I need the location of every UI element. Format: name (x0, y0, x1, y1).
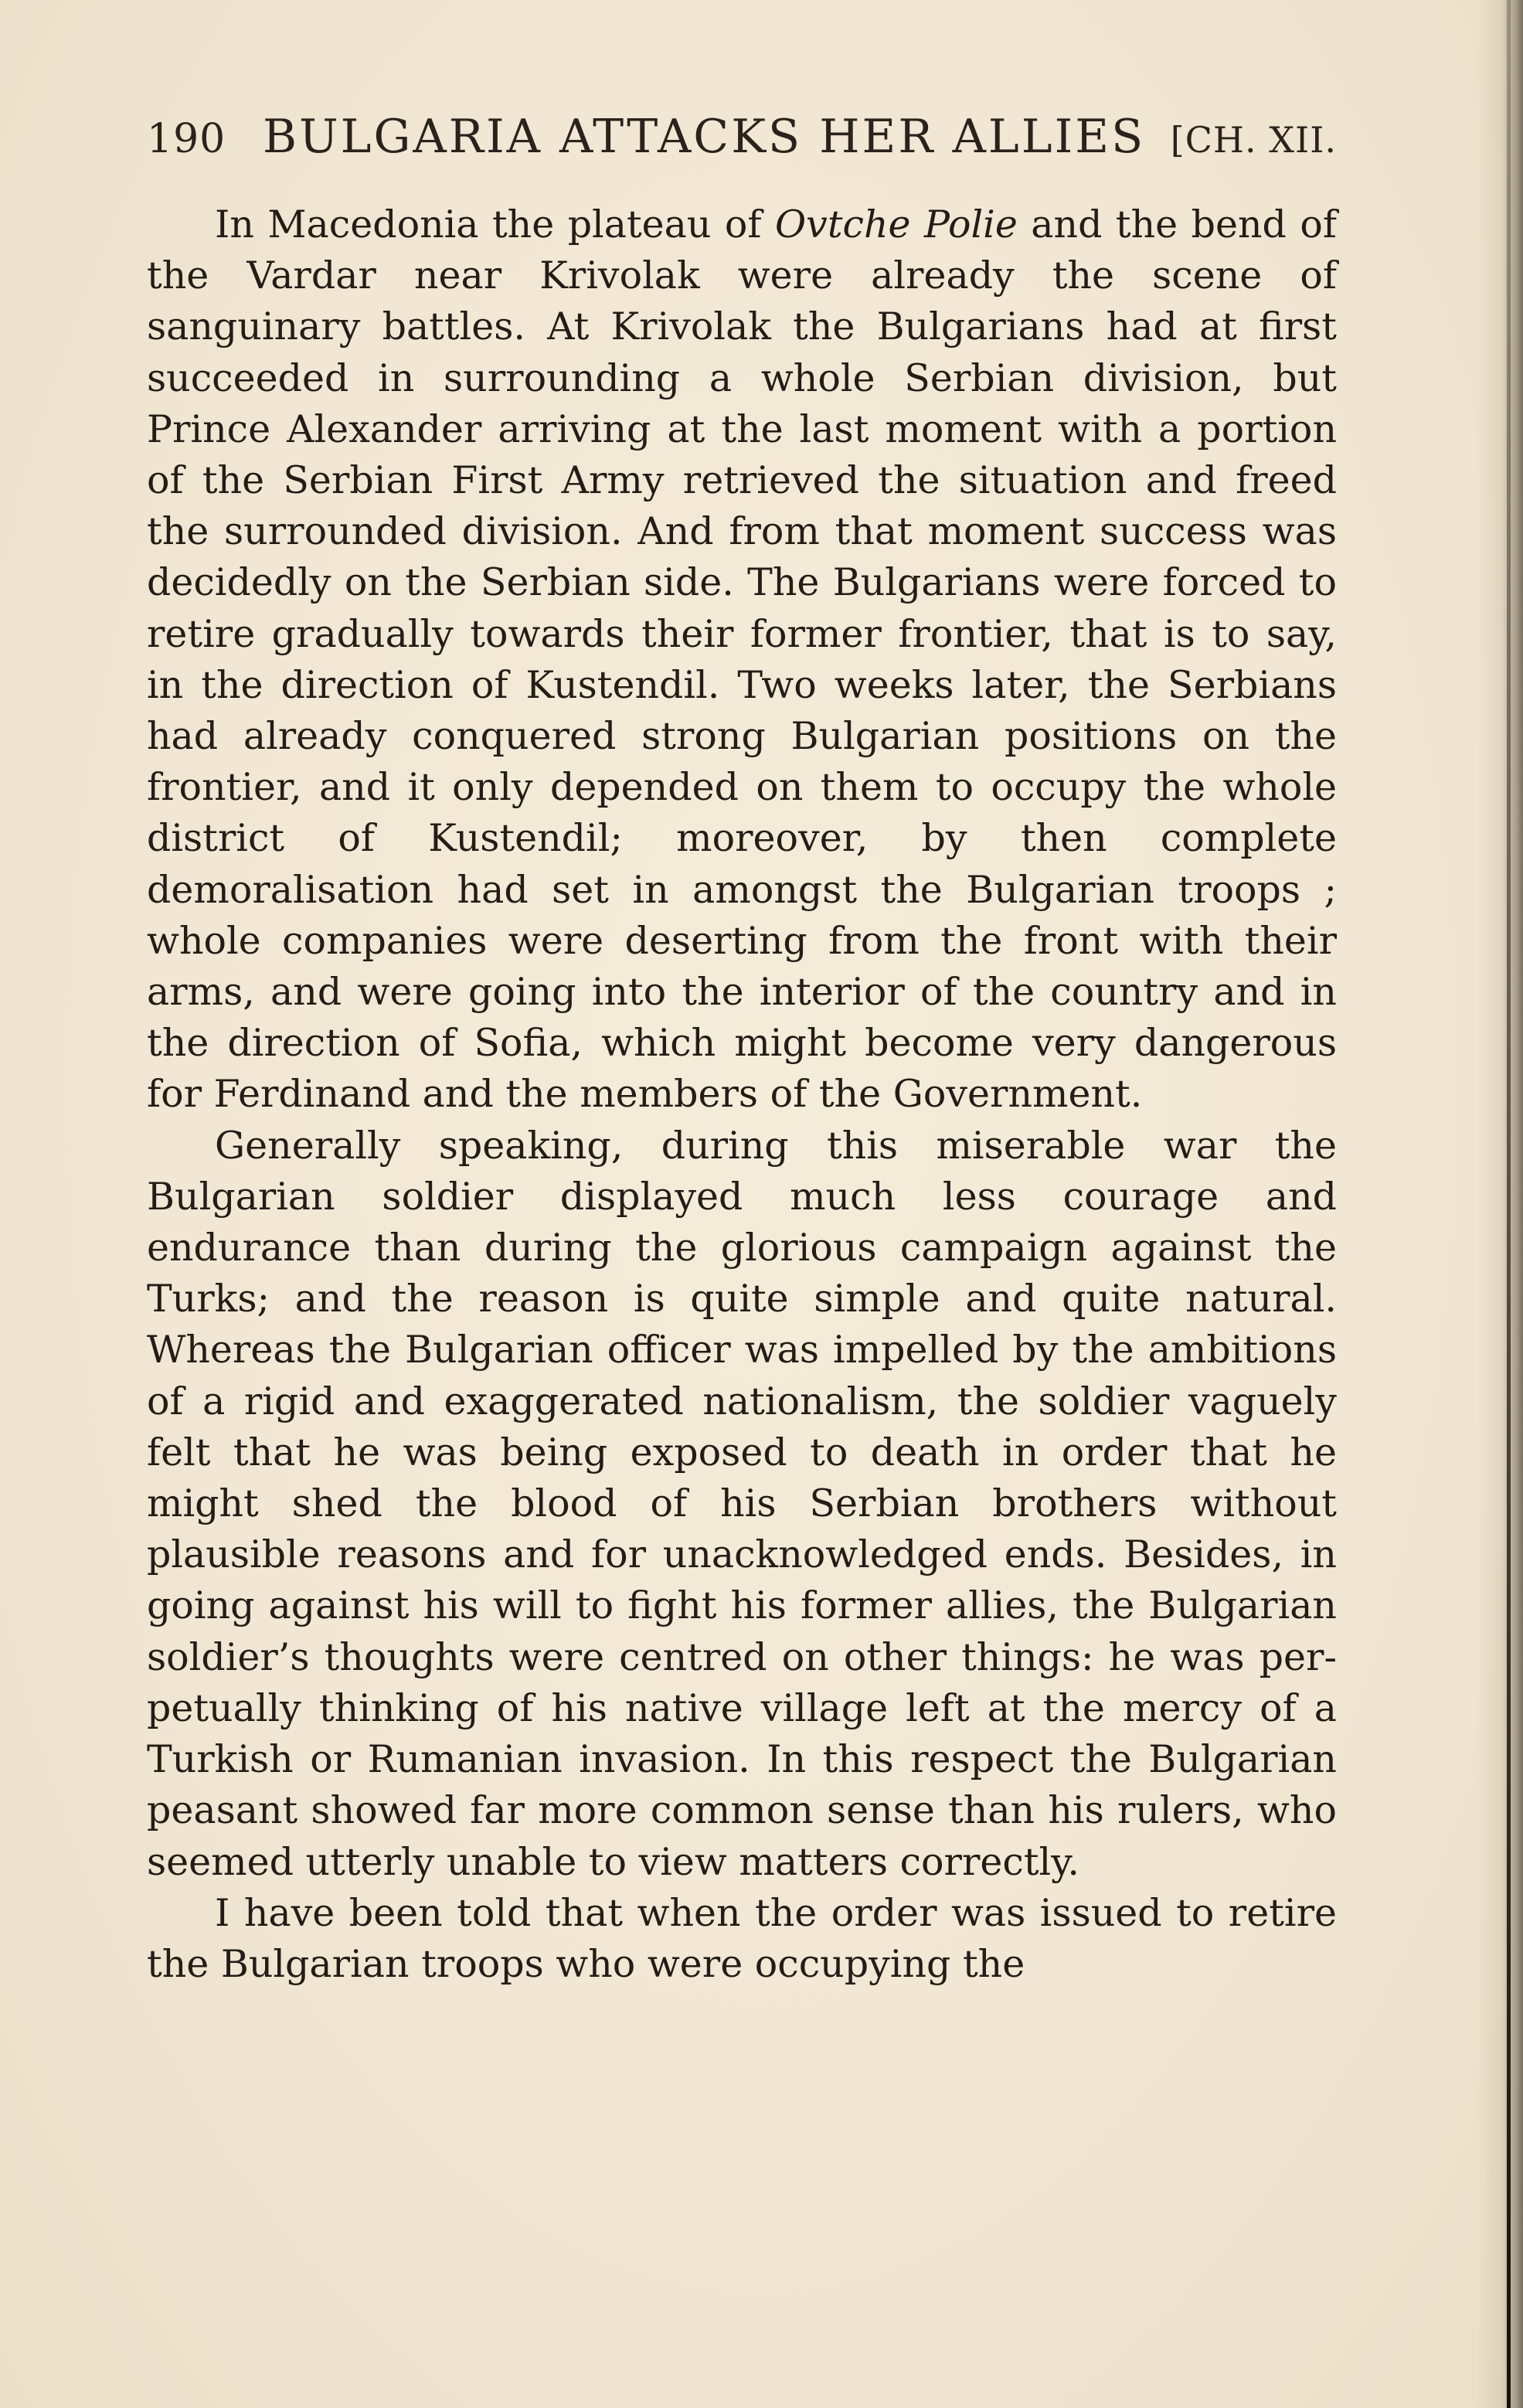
page-edge-shadow (1477, 0, 1523, 2408)
place-name-italic: Ovtche Polie (774, 202, 1018, 247)
paragraph-1 (147, 199, 1337, 1121)
page-header (147, 110, 1337, 172)
chapter-marker: [CH. XII. (1170, 119, 1337, 161)
paragraph-1-rest: and the bend of the Vardar near Krivolak were already the scene of sanguinary battles. At Krivolak the Bulgarians had at first succeeded in surrounding a whole Serbian division, but Prince Alexander arriving at the last moment with a portion of the Serbian First Army retrieved the situation and freed the surrounded division. And from that moment success was decidedly on the Serbian side. The Bulgarians were forced to retire gradually towards their former frontier, that is to say, in the direction of Kustendil. Two weeks later, the Serbians had already conquered strong Bulgarian positions on the frontier, and it only depended on them to occupy the whole district of Kustendil; moreover, by then complete demoralisation had set in amongst the Bulgarian troops ; whole companies were deserting from the front with their arms, and were going into the interior of the country and in the direction of Sofia, which might become very dangerous for Ferdinand and the members of the Government. (147, 202, 1337, 1117)
page-edge-line (1507, 0, 1511, 2408)
body-text (147, 199, 1337, 1990)
paragraph-1-lead: In Macedonia the plateau of (215, 202, 775, 247)
paragraph-3: I have been told that when the order was issued to retire the Bulgarian troops who were occupying the (147, 1890, 1337, 1986)
paragraph-2: Generally speaking, during this miserable war the Bulgarian soldier displayed much less courage and endurance than during the glorious campaign against the Turks; and the reason is quite simple and quite natural. Whereas the Bulgarian officer was impelled by the ambitions of a rigid and exaggerated nationalism, the soldier vaguely felt that he was being exposed to death in order that he might shed the blood of his Serbian brothers without plausible reasons and for unacknowledged ends. Besides, in going against his will to fight his former allies, the Bulgarian soldier’s thoughts were centred on other things: he was perpetually thinking of his native village left at the mercy of a Turkish or Rumanian invasion. In this respect the Bulgarian peasant showed far more common sense than his rulers, who seemed utterly unable to view matters correctly. (147, 1123, 1337, 1884)
running-head: BULGARIA ATTACKS HER ALLIES (263, 110, 1146, 164)
page-number: 190 (147, 116, 226, 162)
